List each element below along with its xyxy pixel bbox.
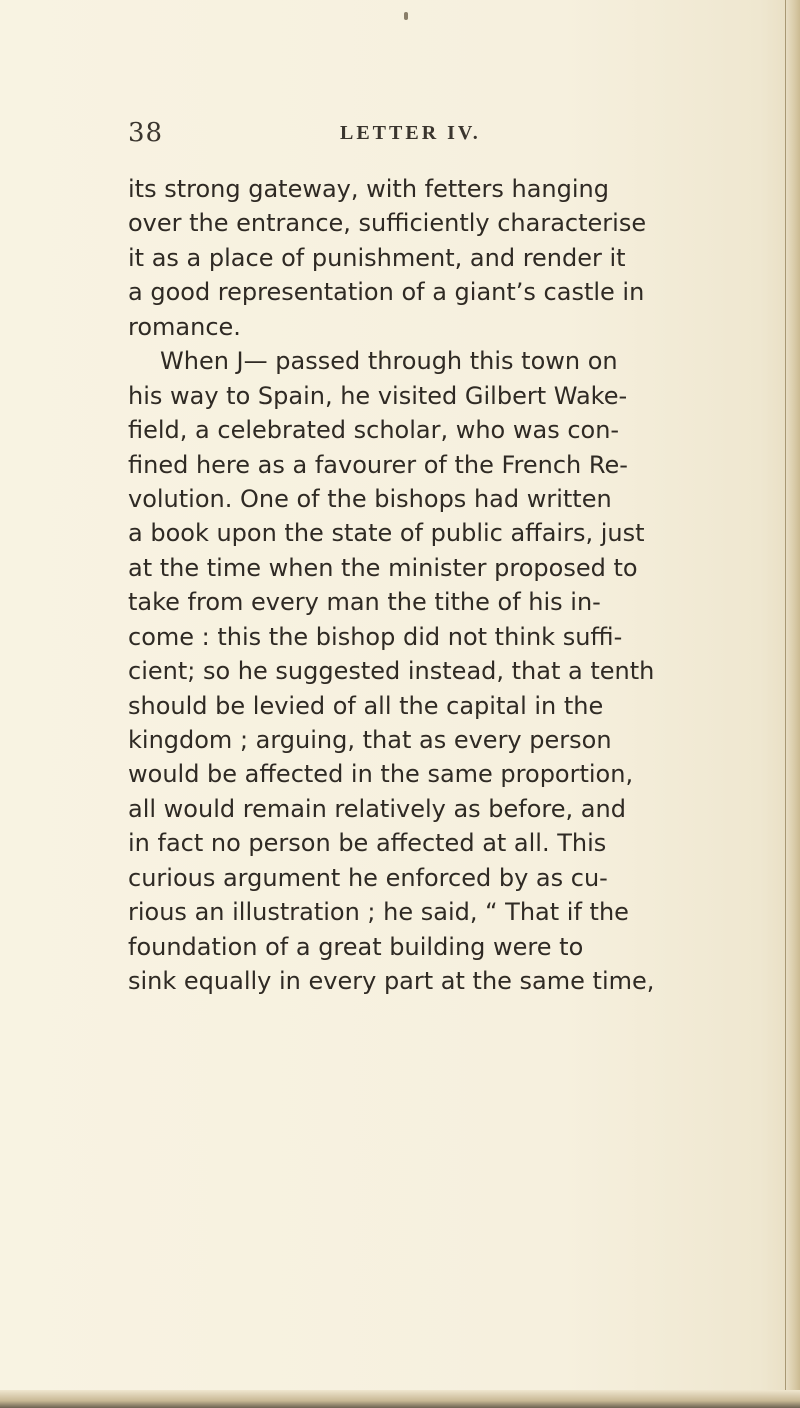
ink-speck — [404, 12, 408, 20]
text-line: foundation of a great building were to — [128, 932, 584, 961]
page-number: 38 — [128, 118, 164, 148]
text-line: come : this the bishop did not think suffi- — [128, 622, 623, 651]
body-text — [128, 172, 780, 999]
text-line: at the time when the minister proposed to — [128, 553, 638, 582]
page-header — [0, 118, 800, 158]
running-head: LETTER IV. — [340, 122, 481, 144]
text-line: in fact no person be affected at all. This — [128, 829, 607, 858]
page-edge-bottom — [0, 1390, 800, 1408]
text-line: kingdom ; arguing, that as every person — [128, 726, 612, 754]
text-line: sink equally in every part at the same time, — [128, 967, 655, 996]
text-line: rious an illustration ; he said, “ That if the — [128, 898, 629, 927]
text-line: would be affected in the same proportion, — [128, 760, 634, 789]
text-line: volution. One of the bishops had written — [128, 484, 612, 513]
text-line: all would remain relatively as before, and — [128, 794, 626, 823]
text-line: his way to Spain, he visited Gilbert Wake- — [128, 381, 628, 410]
text-line: over the entrance, sufficiently characterise — [128, 209, 647, 238]
text-line: field, a celebrated scholar, who was con- — [128, 416, 620, 445]
page-edge-right — [785, 0, 800, 1408]
text-line: a good representation of a giant’s castle in — [128, 278, 645, 307]
text-line: curious argument he enforced by as cu- — [128, 863, 608, 892]
text-line: should be levied of all the capital in the — [128, 691, 604, 720]
text-line: fined here as a favourer of the French Re- — [128, 450, 628, 479]
text-line: it as a place of punishment, and render it — [128, 243, 626, 272]
text-line: romance. — [128, 312, 241, 341]
paragraph-start-line: When J— passed through this town on — [160, 347, 618, 376]
text-line: take from every man the tithe of his in- — [128, 588, 601, 617]
text-line: cient; so he suggested instead, that a tenth — [128, 657, 655, 686]
text-line: its strong gateway, with fetters hanging — [128, 175, 609, 203]
text-line: a book upon the state of public affairs, just — [128, 519, 645, 548]
